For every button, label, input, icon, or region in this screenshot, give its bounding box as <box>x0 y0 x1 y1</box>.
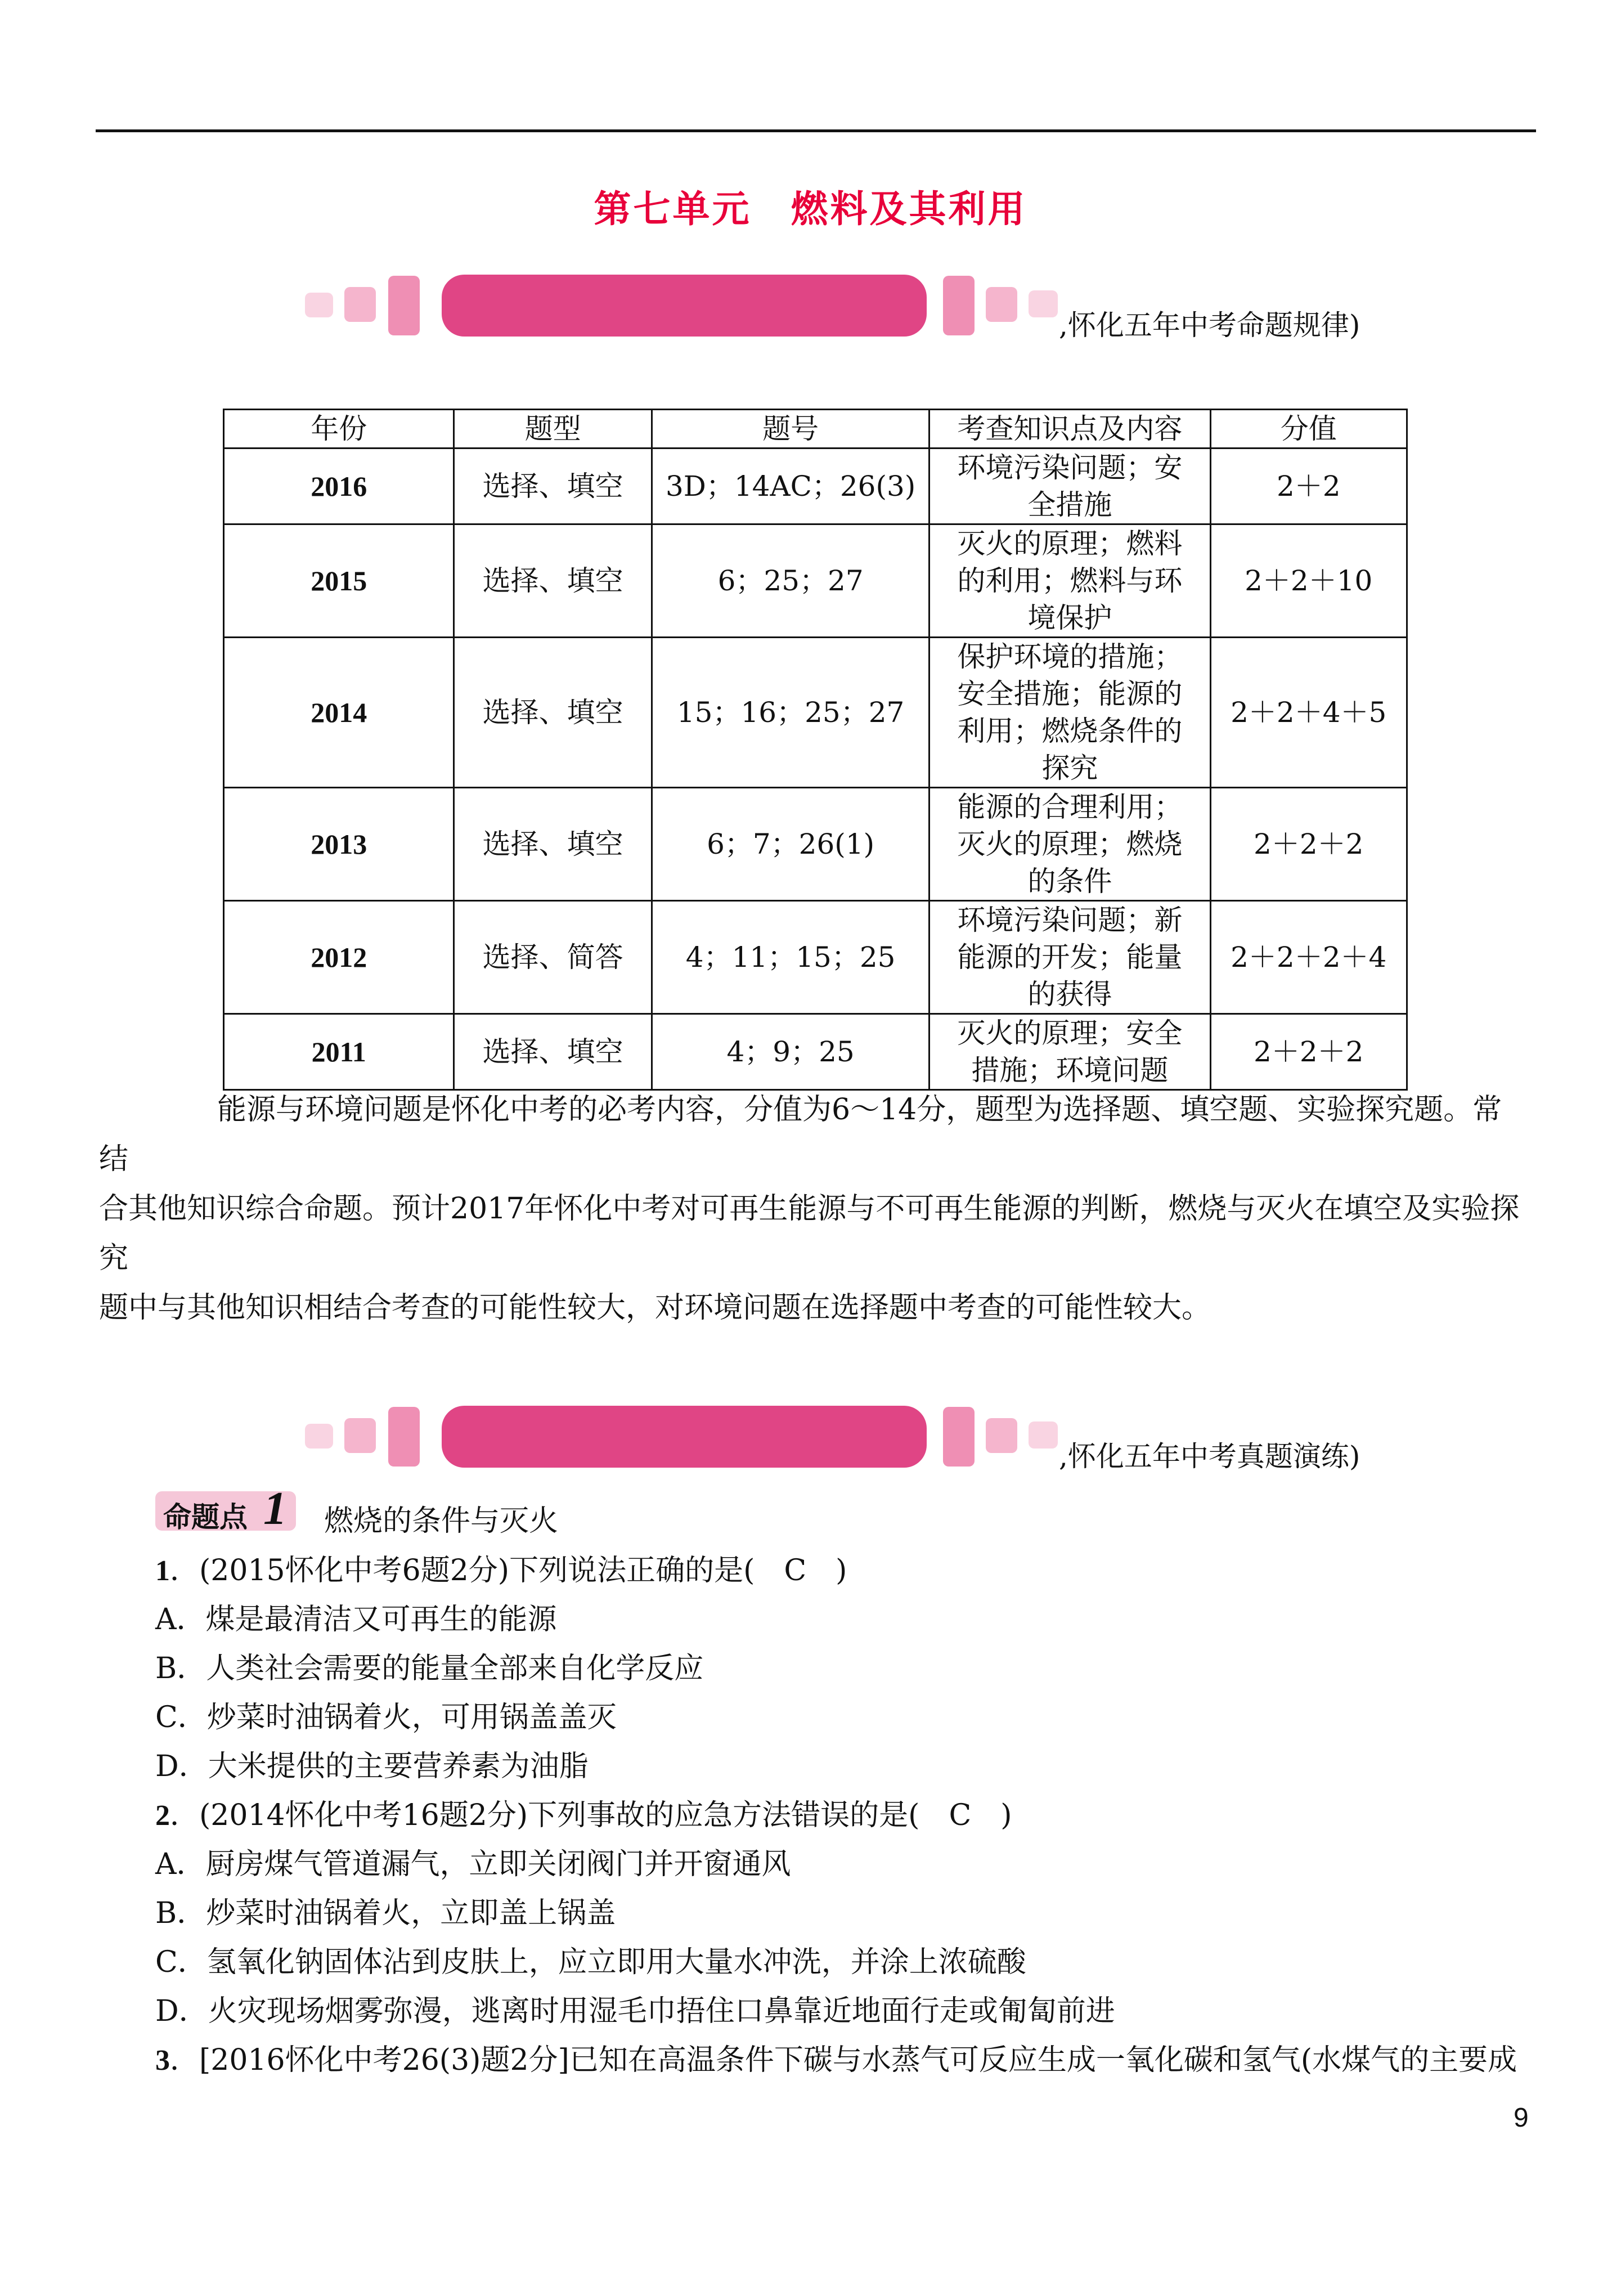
cell-type: 选择、填空 <box>454 788 652 901</box>
table-row <box>224 1014 1407 1090</box>
header-type: 题型 <box>454 410 652 449</box>
exam-law-table <box>223 409 1408 1091</box>
header-rule <box>96 129 1536 132</box>
header-number: 题号 <box>652 410 929 449</box>
cell-year: 2011 <box>224 1014 454 1090</box>
cell-score: 2＋2＋4＋5 <box>1210 638 1407 788</box>
banner-square <box>943 1407 975 1467</box>
analysis-line: 能源与环境问题是怀化中考的必考内容，分值为6～14分，题型为选择题、填空题、实验探究题。常结 <box>99 1093 1502 1176</box>
cell-type: 选择、填空 <box>454 638 652 788</box>
banner-square <box>1029 1421 1058 1449</box>
banner-square <box>388 1407 420 1467</box>
cell-nums: 6；7；26(1) <box>652 788 929 901</box>
unit-title: 第七单元 燃料及其利用 <box>594 187 1027 231</box>
section-banner-exercises <box>0 1401 1621 1474</box>
analysis-line: 合其他知识综合命题。预计2017年怀化中考对可再生能源与不可再生能源的判断，燃烧与灭火在填空及实验探究 <box>99 1192 1520 1275</box>
header-score: 分值 <box>1210 410 1407 449</box>
cell-knowledge: 能源的合理利用； 灭火的原理；燃烧 的条件 <box>930 788 1210 901</box>
cell-knowledge: 灭火的原理；安全 措施；环境问题 <box>930 1014 1210 1090</box>
cell-year: 2013 <box>224 788 454 901</box>
banner-bar <box>442 1406 927 1468</box>
analysis-paragraph <box>99 1085 1531 1333</box>
cell-type: 选择、填空 <box>454 524 652 638</box>
cell-score: 2＋2＋10 <box>1210 524 1407 638</box>
cell-year: 2016 <box>224 449 454 524</box>
banner-square <box>943 276 975 335</box>
table-header-row <box>224 410 1407 449</box>
cell-nums: 15；16；25；27 <box>652 638 929 788</box>
cell-year: 2012 <box>224 901 454 1014</box>
cell-nums: 4；11；15；25 <box>652 901 929 1014</box>
option: D．火灾现场烟雾弥漫，逃离时用湿毛巾捂住口鼻靠近地面行走或匍匐前进 <box>155 1994 1115 2028</box>
cell-knowledge: 环境污染问题；安 全措施 <box>930 449 1210 524</box>
option: C．氢氧化钠固体沾到皮肤上，应立即用大量水冲洗，并涂上浓硫酸 <box>155 1945 1026 1979</box>
table-row <box>224 524 1407 638</box>
option: A．厨房煤气管道漏气，立即关闭阀门并开窗通风 <box>155 1847 791 1881</box>
question-stem: 1．(2015怀化中考6题2分)下列说法正确的是( C ) <box>155 1554 847 1588</box>
point-number: 1 <box>263 1482 287 1535</box>
cell-knowledge: 灭火的原理；燃料 的利用；燃料与环 境保护 <box>930 524 1210 638</box>
header-year: 年份 <box>224 410 454 449</box>
banner-square <box>986 287 1017 322</box>
cell-score: 2＋2＋2 <box>1210 1014 1407 1090</box>
banner-bar <box>442 275 927 337</box>
point-title: 燃烧的条件与灭火 <box>324 1504 559 1538</box>
cell-nums: 3D；14AC；26(3) <box>652 449 929 524</box>
table-row <box>224 788 1407 901</box>
cell-type: 选择、填空 <box>454 449 652 524</box>
question-stem: 2．(2014怀化中考16题2分)下列事故的应急方法错误的是( C ) <box>155 1799 1012 1832</box>
point-label-text: 命题点 <box>163 1501 248 1533</box>
cell-year: 2015 <box>224 524 454 638</box>
cell-type: 选择、简答 <box>454 901 652 1014</box>
section-banner-rules <box>0 270 1621 343</box>
banner-square <box>305 1424 333 1449</box>
option: D．大米提供的主要营养素为油脂 <box>155 1750 589 1783</box>
table-row <box>224 901 1407 1014</box>
cell-nums: 6；25；27 <box>652 524 929 638</box>
cell-type: 选择、填空 <box>454 1014 652 1090</box>
banner-square <box>305 293 333 317</box>
table-row <box>224 449 1407 524</box>
banner-square <box>1029 290 1058 317</box>
table-row <box>224 638 1407 788</box>
page-number: 9 <box>1514 2103 1529 2133</box>
cell-score: 2＋2＋2＋4 <box>1210 901 1407 1014</box>
cell-score: 2＋2 <box>1210 449 1407 524</box>
banner-square <box>388 276 420 335</box>
analysis-line: 题中与其他知识相结合考查的可能性较大，对环境问题在选择题中考查的可能性较大。 <box>99 1291 1211 1325</box>
cell-nums: 4；9；25 <box>652 1014 929 1090</box>
header-knowledge: 考查知识点及内容 <box>930 410 1210 449</box>
cell-knowledge: 保护环境的措施； 安全措施；能源的 利用；燃烧条件的 探究 <box>930 638 1210 788</box>
banner-caption: ,怀化五年中考真题演练) <box>1059 1440 1360 1473</box>
option: B．人类社会需要的能量全部来自化学反应 <box>155 1652 704 1685</box>
cell-knowledge: 环境污染问题；新 能源的开发；能量 的获得 <box>930 901 1210 1014</box>
banner-caption: ,怀化五年中考命题规律) <box>1059 309 1360 342</box>
option: A．煤是最清洁又可再生的能源 <box>155 1603 557 1636</box>
banner-square <box>986 1418 1017 1453</box>
banner-square <box>344 287 376 322</box>
question-point-label <box>155 1482 296 1535</box>
cell-year: 2014 <box>224 638 454 788</box>
option: C．炒菜时油锅着火，可用锅盖盖灭 <box>155 1701 617 1734</box>
question-stem: 3．[2016怀化中考26(3)题2分]已知在高温条件下碳与水蒸气可反应生成一氧化碳和氢气(水煤气的主要成 <box>155 2043 1517 2077</box>
cell-score: 2＋2＋2 <box>1210 788 1407 901</box>
option: B．炒菜时油锅着火，立即盖上锅盖 <box>155 1896 616 1930</box>
banner-square <box>344 1418 376 1453</box>
